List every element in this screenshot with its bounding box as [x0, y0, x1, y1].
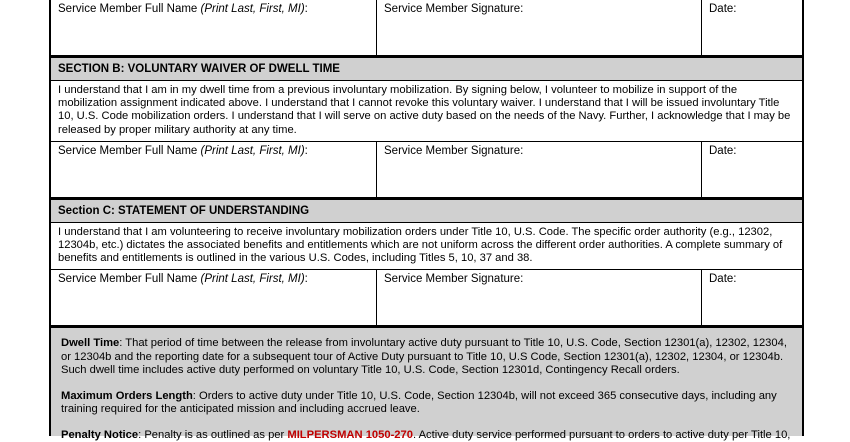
full-name-colon: : [304, 3, 308, 15]
section-c-heading: Section C: STATEMENT OF UNDERSTANDING [51, 198, 802, 223]
signature-field[interactable] [377, 0, 702, 55]
signature-label: Service Member Signature: [384, 3, 524, 15]
milpersman-reference: MILPERSMAN 1050-270 [287, 428, 413, 441]
penalty-notice-text-cont: . Active duty service performed pursuant to orders to active duty per Title 10, [412, 428, 791, 441]
mobilization-form [49, 0, 804, 441]
penalty-notice-text: : Penalty is as outlined as per [138, 428, 288, 441]
date-label: Date: [709, 273, 737, 286]
full-name-label: Service Member Full Name [58, 273, 201, 286]
signature-row-c [51, 270, 802, 326]
full-name-hint: (Print Last, First, MI) [200, 144, 305, 157]
date-label: Date: [709, 3, 737, 15]
section-b-text: I understand that I am in my dwell time from a previous involuntary mobilization. By signing below, I volunteer to mobilize in support of the mobilization assignment indicated above. I understand that I cannot revoke this voluntary waiver. I understand that I will be issued involuntary Title 10, U.S. Code mobilization orders. I understand that I will serve on active duty based on the needs of the Navy. Further, I acknowledge that I may be released by proper military authority at any time. [51, 81, 802, 142]
dwell-time-definition [61, 337, 792, 378]
full-name-hint: (Print Last, First, MI) [200, 273, 305, 286]
full-name-hint: (Print Last, First, MI) [200, 3, 305, 15]
dwell-time-term: Dwell Time [61, 337, 120, 350]
full-name-field[interactable] [51, 142, 377, 197]
signature-label: Service Member Signature: [384, 273, 524, 286]
max-orders-definition [61, 390, 792, 417]
date-field[interactable] [702, 142, 802, 197]
signature-field[interactable] [377, 142, 702, 197]
date-field[interactable] [702, 0, 802, 55]
penalty-notice-definition [61, 429, 792, 442]
date-field[interactable] [702, 270, 802, 325]
max-orders-text: : Orders to active duty under Title 10, U.S. Code, Section 12304b, will not exceed 365 consecutive days, including any training required for the anticipated mission and including accrued leave. [61, 389, 777, 416]
signature-field[interactable] [377, 270, 702, 325]
full-name-label: Service Member Full Name [58, 144, 201, 157]
section-c-text: I understand that I am volunteering to receive involuntary mobilization orders under Title 10, U.S. Code. The specific order authority (e.g., 12302, 12304b, etc.) dictates the associated benefits and entitlements which are not uniform across the different order authorities. A complete summary of benefits and entitlements is outlined in the various U.S. Codes, including Titles 5, 10, 37 and 38. [51, 223, 802, 271]
full-name-field[interactable] [51, 0, 377, 55]
date-label: Date: [709, 144, 737, 157]
signature-label: Service Member Signature: [384, 144, 524, 157]
section-b-heading: SECTION B: VOLUNTARY WAIVER OF DWELL TIME [51, 56, 802, 81]
full-name-field[interactable] [51, 270, 377, 325]
full-name-colon: : [304, 144, 308, 157]
signature-row-b [51, 142, 802, 198]
penalty-notice-term: Penalty Notice [61, 428, 139, 441]
full-name-label: Service Member Full Name [58, 3, 201, 15]
max-orders-term: Maximum Orders Length [61, 389, 193, 402]
full-name-colon: : [304, 273, 308, 286]
dwell-time-text: : That period of time between the release from involuntary active duty pursuant to Title 10, U.S. Code, Section 12301(a), 12302, 12304, or 12304b and the reporting date for a subsequent tour of Active Duty pursuant to Title 10, U.S Code, Section 12301(a), 12302, 12304, or 12304b. Such dwell time includes active duty performed on voluntary Title 10, U.S. Code, Section 12301d, Contingency Recall orders. [61, 337, 787, 377]
signature-row-a [51, 0, 802, 56]
definitions-box [51, 326, 802, 441]
